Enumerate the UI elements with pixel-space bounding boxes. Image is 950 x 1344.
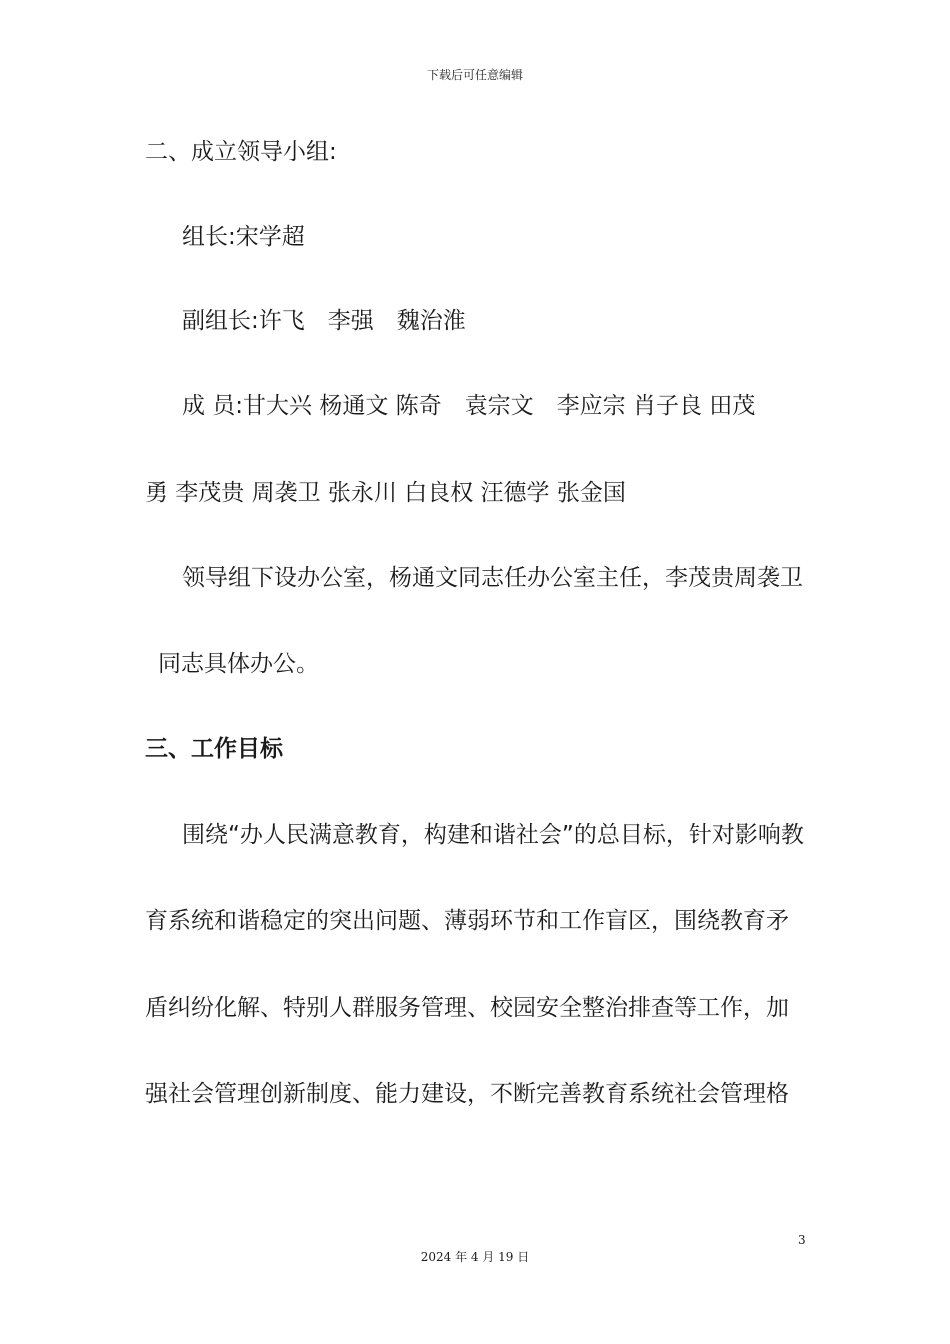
- goal-para-line-4: 强社会管理创新制度、能力建设，不断完善教育系统社会管理格: [145, 1081, 789, 1107]
- goal-para-line-3: 盾纠纷化解、特别人群服务管理、校园安全整治排查等工作，加: [145, 995, 789, 1021]
- members-line-1: 成 员:甘大兴 杨通文 陈奇 袁宗文 李应宗 肖子良 田茂: [182, 393, 756, 419]
- page-number: 3: [798, 1233, 806, 1247]
- footer-date: 2024 年 4 月 19 日: [420, 1250, 530, 1264]
- section-3-heading: 三、工作目标: [145, 736, 283, 762]
- goal-para-line-2: 育系统和谐稳定的突出问题、薄弱环节和工作盲区，围绕教育矛: [145, 908, 789, 934]
- office-line-2: 同志具体办公。: [158, 651, 319, 677]
- section-2-heading: 二、成立领导小组:: [145, 139, 337, 165]
- members-line-2: 勇 李茂贵 周袭卫 张永川 白良权 汪德学 张金国: [145, 480, 626, 506]
- goal-para-line-1: 围绕“办人民满意教育，构建和谐社会”的总目标，针对影响教: [182, 822, 804, 848]
- deputy-leader-line: 副组长:许飞 李强 魏治淮: [182, 308, 466, 334]
- header-note: 下载后可任意编辑: [426, 68, 523, 82]
- leader-line: 组长:宋学超: [182, 224, 305, 250]
- office-line-1: 领导组下设办公室，杨通文同志任办公室主任，李茂贵周袭卫: [182, 565, 803, 591]
